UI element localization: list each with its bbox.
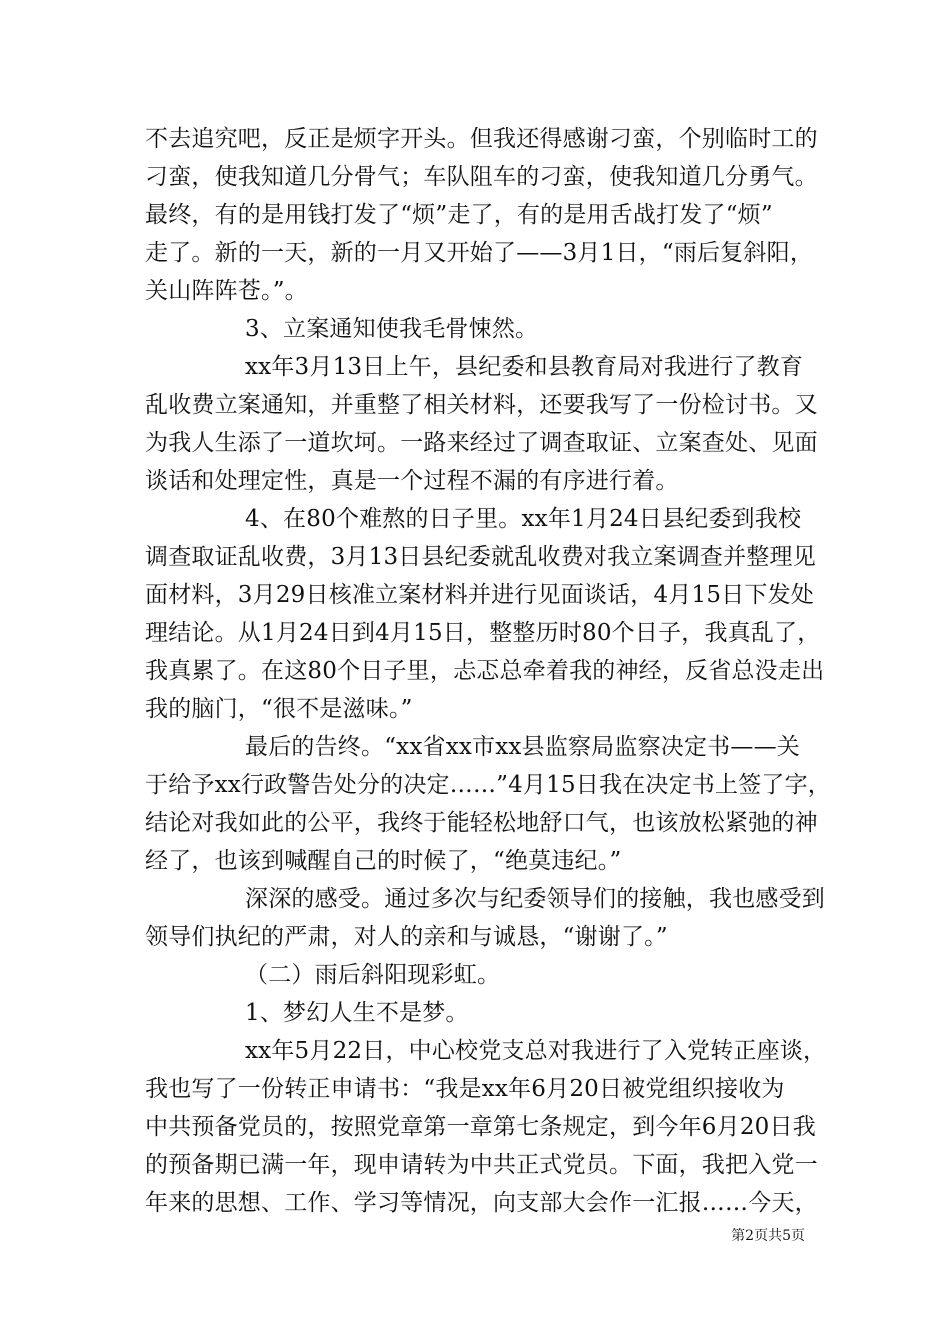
text-line: xx年3月13日上午，县纪委和县教育局对我进行了教育 bbox=[245, 354, 804, 380]
text-line: 经了，也该到喊醒自己的时候了，“绝莫违纪。” bbox=[145, 848, 622, 874]
section-heading: 4、在80个难熬的日子里。xx年1月24日县纪委到我校 bbox=[245, 506, 802, 532]
section-heading: 3、立案通知使我毛骨悚然。 bbox=[245, 316, 539, 342]
text-line: 于给予xx行政警告处分的决定……”4月15日我在决定书上签了字， bbox=[145, 772, 832, 798]
text-line: 我的脑门，“很不是滋味。” bbox=[145, 696, 413, 722]
text-line: 最后的告终。“xx省xx市xx县监察局监察决定书——关 bbox=[245, 734, 800, 760]
text-line: 的预备期已满一年，现申请转为中共正式党员。下面，我把入党一 bbox=[145, 1152, 818, 1178]
text-line: 我真累了。在这80个日子里，忐忑总牵着我的神经，反省总没走出 bbox=[145, 658, 825, 684]
text-line: 不去追究吧，反正是烦字开头。但我还得感谢刁蛮，个别临时工的 bbox=[145, 126, 818, 152]
section-heading: 1、梦幻人生不是梦。 bbox=[245, 1000, 469, 1026]
text-line: 乱收费立案通知，并重整了相关材料，还要我写了一份检讨书。又 bbox=[145, 392, 818, 418]
text-line: 最终，有的是用钱打发了“烦”走了，有的是用舌战打发了“烦” bbox=[145, 202, 773, 228]
text-line: 走了。新的一天，新的一月又开始了——3月1日，“雨后复斜阳， bbox=[145, 240, 814, 266]
text-line: 我也写了一份转正申请书：“我是xx年6月20日被党组织接收为 bbox=[145, 1076, 785, 1102]
text-line: 刁蛮，使我知道几分骨气；车队阻车的刁蛮，使我知道几分勇气。 bbox=[145, 164, 818, 190]
text-line: 中共预备党员的，按照党章第一章第七条规定，到今年6月20日我 bbox=[145, 1114, 816, 1140]
document-body bbox=[145, 120, 832, 1222]
text-line: 理结论。从1月24日到4月15日，整整历时80个日子，我真乱了， bbox=[145, 620, 821, 646]
text-line: 深深的感受。通过多次与纪委领导们的接触，我也感受到 bbox=[245, 886, 825, 912]
text-line: 调查取证乱收费，3月13日县纪委就乱收费对我立案调查并整理见 bbox=[145, 544, 816, 570]
text-line: 年来的思想、工作、学习等情况，向支部大会作一汇报……今天， bbox=[145, 1190, 818, 1216]
text-line: 谈话和处理定性，真是一个过程不漏的有序进行着。 bbox=[145, 468, 679, 494]
text-line: 面材料，3月29日核准立案材料并进行见面谈话，4月15日下发处 bbox=[145, 582, 814, 608]
text-line: xx年5月22日，中心校党支总对我进行了入党转正座谈， bbox=[245, 1038, 827, 1064]
text-line: 关山阵阵苍。”。 bbox=[145, 278, 308, 304]
page-number: 第2页共5页 bbox=[731, 1228, 805, 1244]
text-line: 领导们执纪的严肃，对人的亲和与诚恳，“谢谢了。” bbox=[145, 924, 668, 950]
text-line: 为我人生添了一道坎坷。一路来经过了调查取证、立案查处、见面 bbox=[145, 430, 818, 456]
section-heading: （二）雨后斜阳现彩虹。 bbox=[245, 962, 501, 988]
text-line: 结论对我如此的公平，我终于能轻松地舒口气，也该放松紧弛的神 bbox=[145, 810, 818, 836]
